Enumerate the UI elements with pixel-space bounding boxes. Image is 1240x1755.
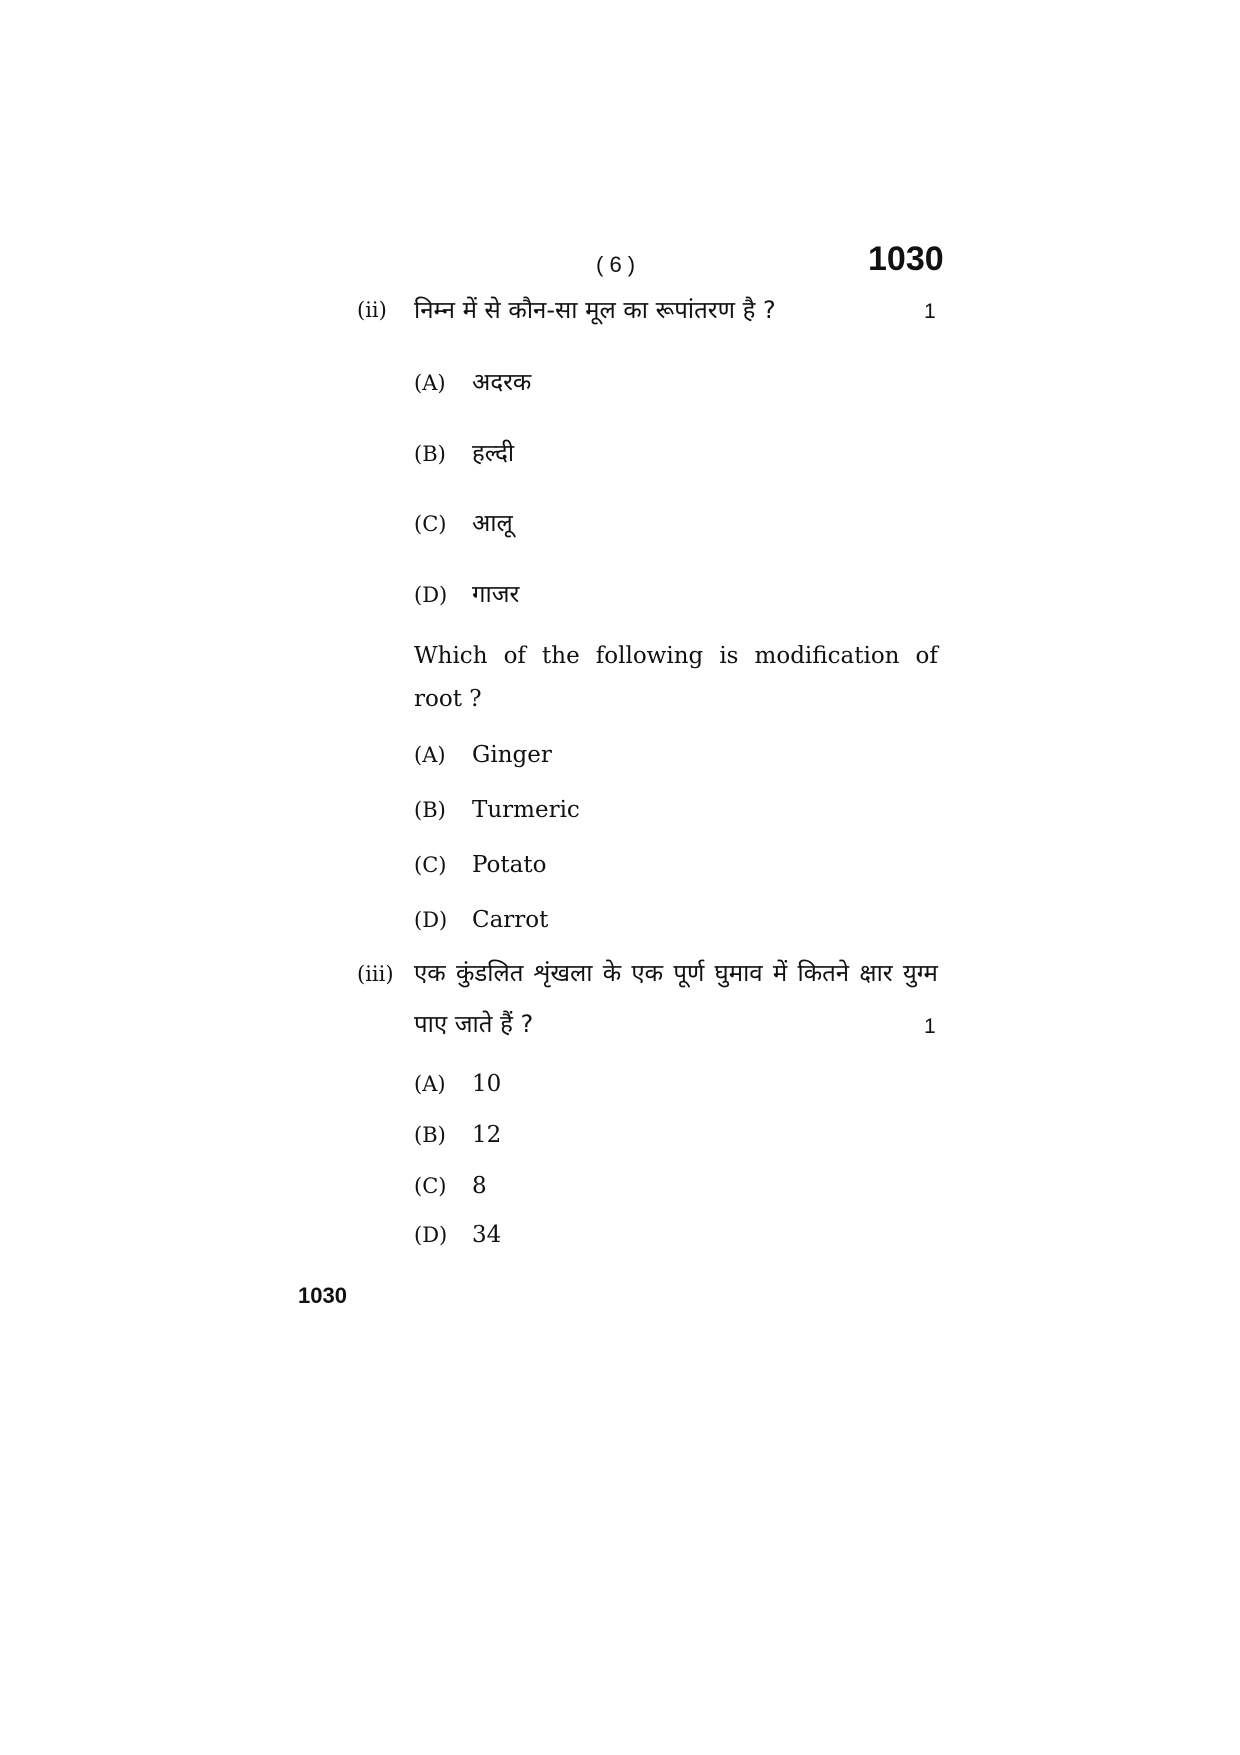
paper-code-header: 1030 — [868, 240, 944, 278]
question-ii-hindi-option-c — [414, 506, 513, 539]
option-label: (C) — [414, 1174, 447, 1198]
word: following — [595, 643, 704, 669]
word: कितने — [797, 959, 850, 987]
word: of — [503, 643, 526, 669]
question-number-ii: (ii) — [357, 298, 387, 322]
question-ii-english-option-d — [414, 907, 548, 933]
word: एक — [414, 959, 446, 987]
option-text: 8 — [472, 1173, 487, 1199]
question-iii-option-b — [414, 1122, 501, 1148]
word: क्षार — [859, 959, 893, 987]
option-label: (A) — [414, 371, 446, 395]
option-text: Carrot — [472, 907, 549, 933]
word: Which — [414, 643, 488, 669]
question-ii-hindi-text: निम्न में से कौन-सा मूल का रूपांतरण है ? — [414, 296, 776, 324]
question-ii-english-line-1 — [414, 643, 938, 669]
option-text: 10 — [472, 1071, 502, 1097]
option-label: (D) — [414, 1223, 448, 1247]
option-label: (D) — [414, 583, 448, 607]
option-text: Ginger — [472, 742, 552, 768]
question-ii-english-option-c — [414, 852, 546, 878]
word: युग्म — [902, 959, 938, 987]
word: कुंडलित — [455, 959, 524, 987]
page-number: ( 6 ) — [596, 252, 636, 277]
question-ii-hindi-option-d — [414, 577, 519, 610]
question-iii-option-d — [414, 1222, 501, 1248]
word: घुमाव — [714, 959, 763, 987]
option-label: (B) — [414, 1123, 446, 1147]
option-text: Potato — [472, 852, 547, 878]
question-ii-english-option-a — [414, 742, 552, 768]
option-label: (C) — [414, 853, 447, 877]
word: पूर्ण — [673, 959, 705, 987]
word: एक — [631, 959, 664, 987]
paper-code-footer: 1030 — [298, 1283, 347, 1308]
option-text: 34 — [472, 1222, 502, 1248]
option-text: आलू — [472, 509, 513, 537]
word: शृंखला — [533, 959, 593, 987]
word: के — [602, 959, 622, 987]
question-ii-english-option-b — [414, 797, 580, 823]
question-number-iii: (iii) — [357, 962, 394, 986]
option-label: (A) — [414, 743, 446, 767]
question-iii-option-a — [414, 1071, 501, 1097]
option-text: 12 — [472, 1122, 502, 1148]
option-label: (D) — [414, 908, 448, 932]
word: modification — [754, 643, 900, 669]
option-label: (B) — [414, 798, 446, 822]
option-text: अदरक — [472, 368, 532, 396]
word: of — [915, 643, 938, 669]
word: is — [719, 643, 739, 669]
question-iii-hindi-line-1 — [414, 956, 938, 989]
word: the — [542, 643, 580, 669]
question-ii-hindi-option-b — [414, 436, 514, 469]
option-label: (A) — [414, 1072, 446, 1096]
option-text: गाजर — [472, 580, 520, 608]
question-iii-hindi-line-2: पाए जाते हैं ? — [414, 1010, 534, 1038]
question-ii-marks: 1 — [924, 300, 936, 323]
question-iii-option-c — [414, 1173, 487, 1199]
question-ii-english-line-2: root ? — [414, 686, 482, 712]
word: में — [772, 959, 788, 987]
option-text: हल्दी — [472, 439, 515, 467]
option-text: Turmeric — [472, 797, 580, 823]
option-label: (C) — [414, 512, 447, 536]
question-ii-hindi-option-a — [414, 365, 531, 398]
option-label: (B) — [414, 442, 446, 466]
question-iii-marks: 1 — [924, 1015, 936, 1038]
